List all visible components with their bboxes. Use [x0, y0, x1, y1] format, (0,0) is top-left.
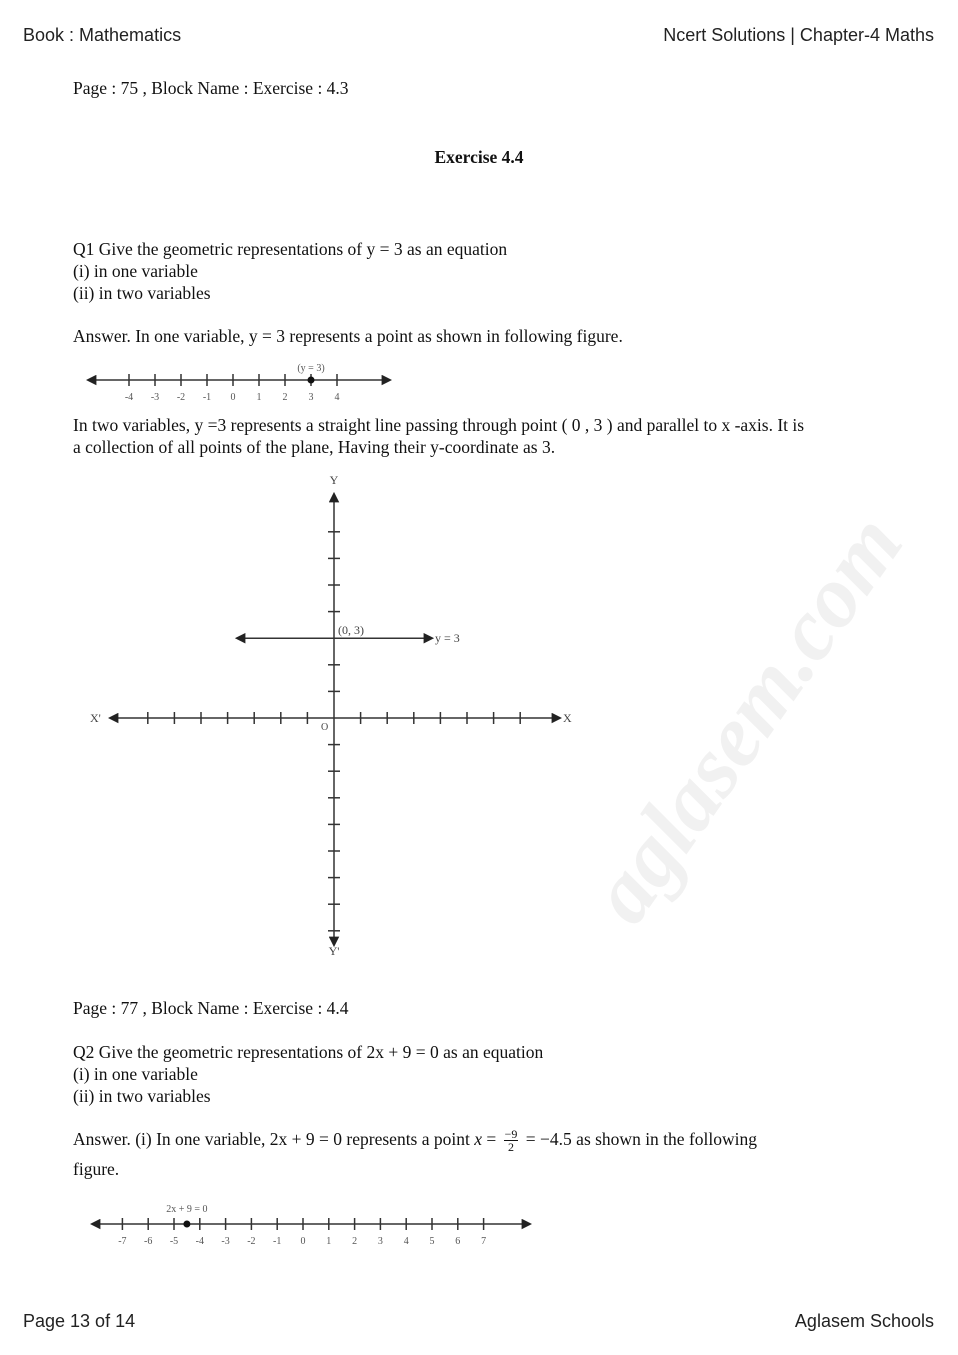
tick-label: 5: [429, 1236, 435, 1247]
y-neg-axis-label: Y': [328, 944, 340, 958]
q1-part1: (i) in one variable: [73, 261, 198, 281]
tick-label: -4: [195, 1236, 204, 1247]
tick-label: -1: [273, 1236, 282, 1247]
tick-label: -3: [221, 1236, 230, 1247]
tick-label: 3: [308, 392, 314, 403]
point-label: (0, 3): [338, 623, 364, 637]
number-line-y3: [88, 363, 390, 403]
footer-brand: Aglasem Schools: [794, 1311, 934, 1331]
math-eq: =: [482, 1129, 501, 1149]
x-neg-axis-label: X': [90, 711, 101, 725]
tick-label: -5: [169, 1236, 179, 1247]
watermark: aglasem.com: [571, 497, 922, 940]
q1-part2: (ii) in two variables: [73, 283, 211, 303]
math-var: x: [474, 1129, 483, 1149]
tick-label: -2: [247, 1236, 256, 1247]
line-label: y = 3: [435, 631, 460, 645]
tick-label: 2: [282, 392, 288, 403]
header-book: Book : Mathematics: [23, 25, 182, 45]
header-chapter: Ncert Solutions | Chapter-4 Maths: [663, 25, 934, 45]
q2-part1: (i) in one variable: [73, 1064, 198, 1084]
fraction-numerator: −9: [504, 1127, 518, 1142]
tick-label: 1: [256, 392, 262, 403]
tick-label: -4: [124, 392, 134, 403]
tick-label: 1: [326, 1236, 332, 1247]
point-marker: [183, 1221, 190, 1228]
q1-answer: Answer. In one variable, y = 3 represents a point as shown in following figure.: [73, 326, 623, 346]
math-value: = −4.5: [521, 1129, 572, 1149]
tick-label: -3: [150, 392, 160, 403]
answer-text-end: as shown in the following: [571, 1129, 757, 1149]
q1-answer2-line1: In two variables, y =3 represents a straight line passing through point ( 0 , 3 ) and parallel to x -axis. It is: [73, 415, 805, 435]
y-axis-label: Y: [329, 473, 339, 487]
block-label-2: Page : 77 , Block Name : Exercise : 4.4: [73, 998, 349, 1018]
tick-label: 0: [230, 392, 236, 403]
tick-label: 2: [352, 1236, 358, 1247]
q1-question: Q1 Give the geometric representations of y = 3 as an equation: [73, 239, 508, 259]
tick-label: -1: [202, 392, 212, 403]
tick-label: -2: [176, 392, 186, 403]
block-label: Page : 75 , Block Name : Exercise : 4.3: [73, 78, 349, 98]
point-label: (y = 3): [297, 363, 325, 374]
tick-label: 7: [481, 1236, 487, 1247]
tick-label: 4: [334, 392, 340, 403]
tick-label: 3: [377, 1236, 383, 1247]
q2-part2: (ii) in two variables: [73, 1086, 211, 1106]
answer-text: Answer. (i) In one variable, 2x + 9 = 0 represents a point: [73, 1129, 475, 1149]
q1-answer2-line2: a collection of all points of the plane, Having their y-coordinate as 3.: [73, 437, 556, 457]
number-line-2x9: [92, 1204, 530, 1247]
origin-label: O: [321, 722, 329, 733]
fraction-denominator: 2: [508, 1140, 515, 1155]
tick-label: 0: [300, 1236, 306, 1247]
cartesian-graph: [90, 473, 572, 958]
point-label: 2x + 9 = 0: [166, 1204, 208, 1215]
tick-label: 4: [403, 1236, 409, 1247]
q2-question: Q2 Give the geometric representations of 2x + 9 = 0 as an equation: [73, 1042, 544, 1062]
x-axis-label: X: [563, 711, 572, 725]
footer-page: Page 13 of 14: [23, 1311, 136, 1331]
exercise-title: Exercise 4.4: [434, 147, 524, 167]
tick-label: -6: [144, 1236, 153, 1247]
tick-label: -7: [118, 1236, 127, 1247]
tick-label: 6: [455, 1236, 461, 1247]
q2-answer-line2: figure.: [73, 1159, 120, 1179]
point-marker: [308, 377, 315, 384]
